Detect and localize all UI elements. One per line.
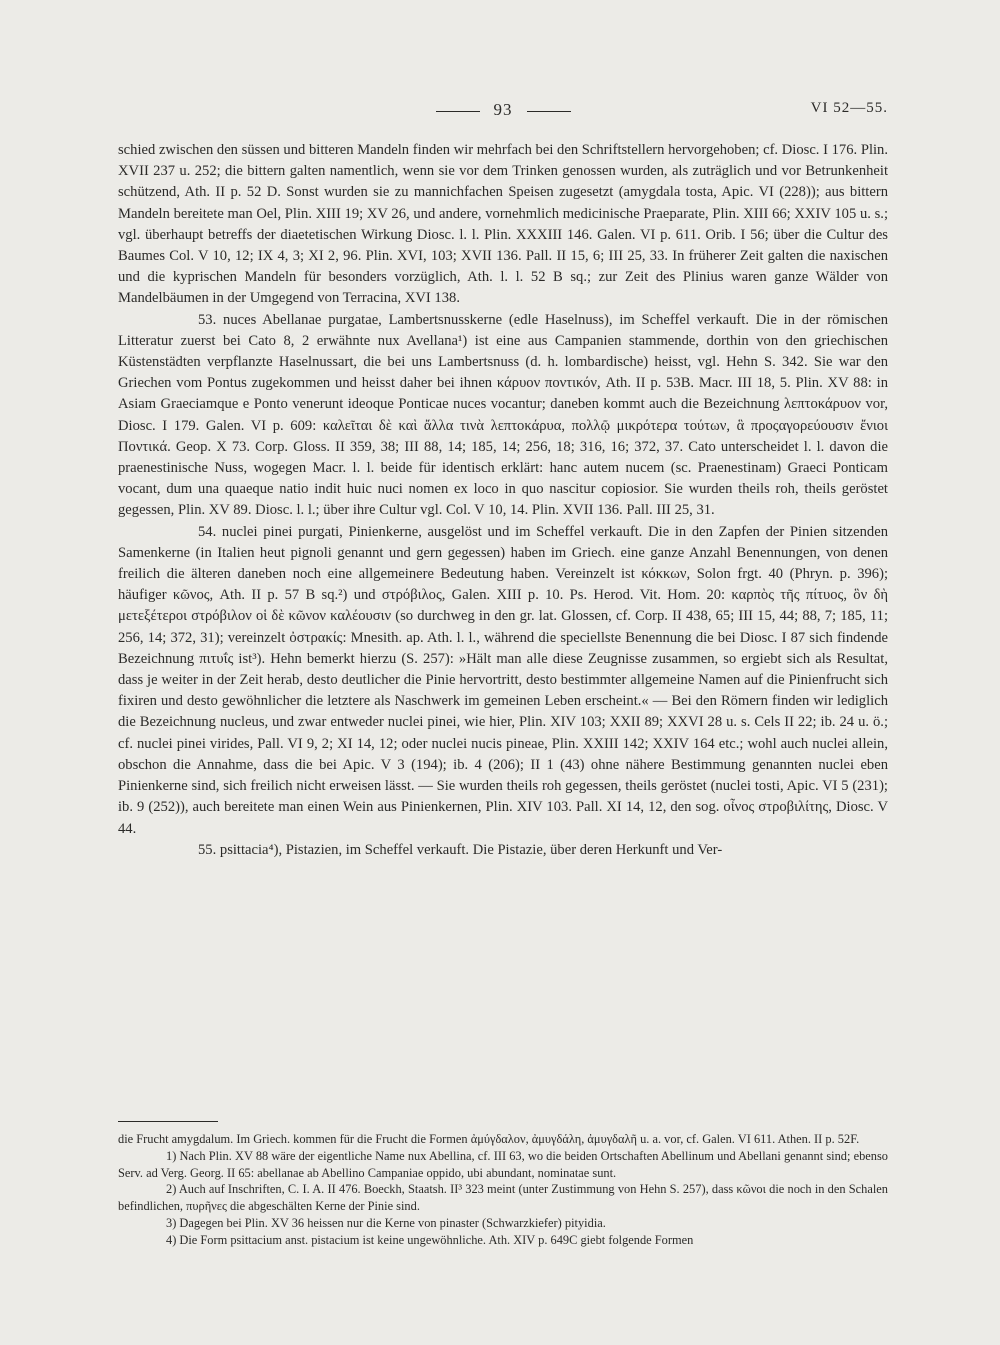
paragraph-53-hazelnuts: 53. nuces Abellanae purgatae, Lambertsnusskerne (edle Haselnuss), im Scheffel verkauft. Die in der römischen Litteratur zuerst bei Cato 8, 2 erwähnte nux Avellana¹) ist eine aus Campanien stammende, dorthin von den griechischen Küstenstädten verpflanzte Haselnussart, die bei uns Lambertsnuss (d. h. lombardische) heisst, vgl. Hehn S. 342. Sie war den Griechen vom Pontus zugekommen und heisst daher bei ihnen κάρυον ποντικόν, Ath. II p. 53B. Macr. III 18, 5. Plin. XV 88: in Asiam Graeciamque e Ponto venerunt ideoque Ponticae nuces vocantur; daneben kommt auch die Bezeichnung λεπτοκάρυον vor, Diosc. I 179. Galen. VI p. 609: καλεῖται δὲ καὶ ἄλλα τινὰ λεπτοκάρυα, πολλῷ μικρότερα τούτων, ἃ προςαγορεύουσιν ἔνιοι Ποντικά. Geop. X 73. Corp. Gloss. II 359, 38; III 88, 14; 185, 14; 256, 18; 316, 16; 372, 37. Cato unterscheidet l. l. davon die praenestinische Nuss, wogegen Macr. l. l. beide für identisch erklärt: hanc autem nucem (sc. Praenestinam) Graeci Ponticam vocant, dum una quaeque natio indit huic nuci nomen ex loco in quo nascitur copiosior. Sie wurden theils roh, theils geröstet gegessen, Plin. XV 89. Diosc. l. l.; über ihre Cultur vgl. Col. V 10, 14. Plin. XVII 136. Pall. III 25, 31. — [118, 311, 888, 519]
page-number: 93 — [118, 100, 888, 120]
paragraph-54-pine-nuts: 54. nuclei pinei purgati, Pinienkerne, ausgelöst und im Scheffel verkauft. Die in den Zapfen der Pinien sitzenden Samenkerne (in Italien heut pignoli genannt und gern gegessen) haben im Griech. eine ganze Anzahl Benennungen, von denen freilich die älteren daneben noch eine allgemeinere Bedeutung haben. Vereinzelt ist κόκκων, Solon frgt. 40 (Phryn. p. 396); häufiger κῶνος, Ath. II p. 57 B sq.²) und στρόβιλος, Galen. XIII p. 10. Ps. Herod. Vit. Hom. 20: καρπὸς τῆς πίτυος, ὃν δὴ μετεξέτεροι στρόβιλον οἱ δὲ κῶνον καλέουσιν (so durchweg in den gr. lat. Glossen, cf. Corp. II 438, 65; III 15, 44; 88, 7; 185, 11; 256, 14; 372, 31); vereinzelt ὀστρακίς: Mnesith. ap. Ath. l. l., während die speciellste Benennung die bei Diosc. I 87 sich findende Bezeichnung πιτυΐς ist³). Hehn bemerkt hierzu (S. 257): »Hält man alle diese Zeugnisse zusammen, so ergiebt sich als Resultat, dass je weiter in der Zeit herab, desto deutlicher die Pinie hervortritt, desto bestimmter allgemeine Namen auf die Pinienfrucht sich fixiren und desto gewöhnlicher die letztere als Naschwerk im gemeinen Leben erscheint.« — Bei den Römern finden wir lediglich die Bezeichnung nucleus, und zwar entweder nuclei pinei, wie hier, Plin. XIV 103; XXII 89; XXVI 28 u. s. Cels II 22; ib. 24 u. ö.; cf. nuclei pinei virides, Pall. VI 9, 2; XI 14, 12; oder nuclei nucis pineae, Plin. XXIII 142; XXIV 164 etc.; wohl auch nuclei allein, obschon die Annahme, dass die bei Apic. V 3 (194); ib. 4 (206); II 1 (43) ohne nähere Bestimmung genannten nuclei eben Pinienkerne sind, sich freilich nicht erweisen lässt. — Sie wurden theils roh gegessen, theils geröstet (nuclei tosti, Apic. VI 5 (231); ib. 9 (252)), auch bereitete man einen Wein aus Pinienkernen, Plin. XIV 103. Pall. XI 14, 12, den sog. οἶνος στροβιλίτης, Diosc. V 44. — [118, 523, 888, 837]
rule-right — [527, 111, 571, 112]
main-text — [118, 140, 888, 861]
paragraph-almonds-cont: schied zwischen den süssen und bitteren Mandeln finden wir mehrfach bei den Schriftstellern hervorgehoben; cf. Diosc. I 176. Plin. XVII 237 u. 252; die bittern galten namentlich, wenn sie vor dem Trinken genossen wurden, als zuträglich und vor Betrunkenheit schützend, Ath. II p. 52 D. Sonst wurden sie zu mannichfachen Speisen zugesetzt (amygdala tosta, Apic. VI (228)); aus bittern Mandeln bereitete man Oel, Plin. XIII 19; XV 26, und andere, vornehmlich medicinische Praeparate, Plin. XIII 66; XXIV 105 u. s.; vgl. überhaupt betreffs der diaetetischen Wirkung Diosc. l. l. Plin. XXXIII 146. Galen. VI p. 611. Orib. I 56; über die Cultur des Baumes Col. V 10, 12; IX 4, 3; XI 2, 96. Plin. XVI, 103; XVII 136. Pall. II 15, 6; III 25, 33. In früherer Zeit galten die naxischen und die kyprischen Mandeln für besonders vorzüglich, Ath. l. l. 52 B sq.; zur Zeit des Plinius waren ganze Wälder von Mandelbäumen in der Umgegend von Terracina, XVI 138. — [118, 142, 888, 307]
running-head: VI 52—55. — [810, 100, 888, 116]
footnote-1: 1) Nach Plin. XV 88 wäre der eigentliche Name nux Abellina, cf. III 63, wo die beiden Ortschaften Abellinum und Abellani genannt sind; ebenso Serv. ad Verg. Georg. II 65: abellanae ab Abellino Campaniae oppido, ubi abundant, nominatae sunt. — [118, 1148, 888, 1180]
footnote-cont: die Frucht amygdalum. Im Griech. kommen für die Frucht die Formen ἀμύγδαλον, ἀμυγδάλη, ἀμυγδαλῆ u. a. vor, cf. Galen. VI 611. Athen. II p. 52F. — [118, 1132, 860, 1146]
paragraph-55-pistachios: 55. psittacia⁴), Pistazien, im Scheffel verkauft. Die Pistazie, über deren Herkunft und Ver- — [198, 841, 723, 858]
footnote-separator — [118, 1121, 218, 1122]
footnote-2: 2) Auch auf Inschriften, C. I. A. II 476. Boeckh, Staatsh. II³ 323 meint (unter Zustimmung von Hehn S. 257), dass κῶνοι die noch in den Schalen befindlichen, πυρῆνες die abgeschälten Kerne der Pinie sind. — [118, 1182, 888, 1214]
page-header — [118, 100, 888, 122]
footnote-3: 3) Dagegen bei Plin. XV 36 heissen nur die Kerne von pinaster (Schwarzkiefer) pityidia. — [166, 1215, 606, 1230]
rule-left — [436, 111, 480, 112]
footnote-4: 4) Die Form psittacium anst. pistacium ist keine ungewöhnliche. Ath. XIV p. 649C giebt folgende Formen — [166, 1232, 694, 1247]
footnotes — [118, 1131, 888, 1249]
